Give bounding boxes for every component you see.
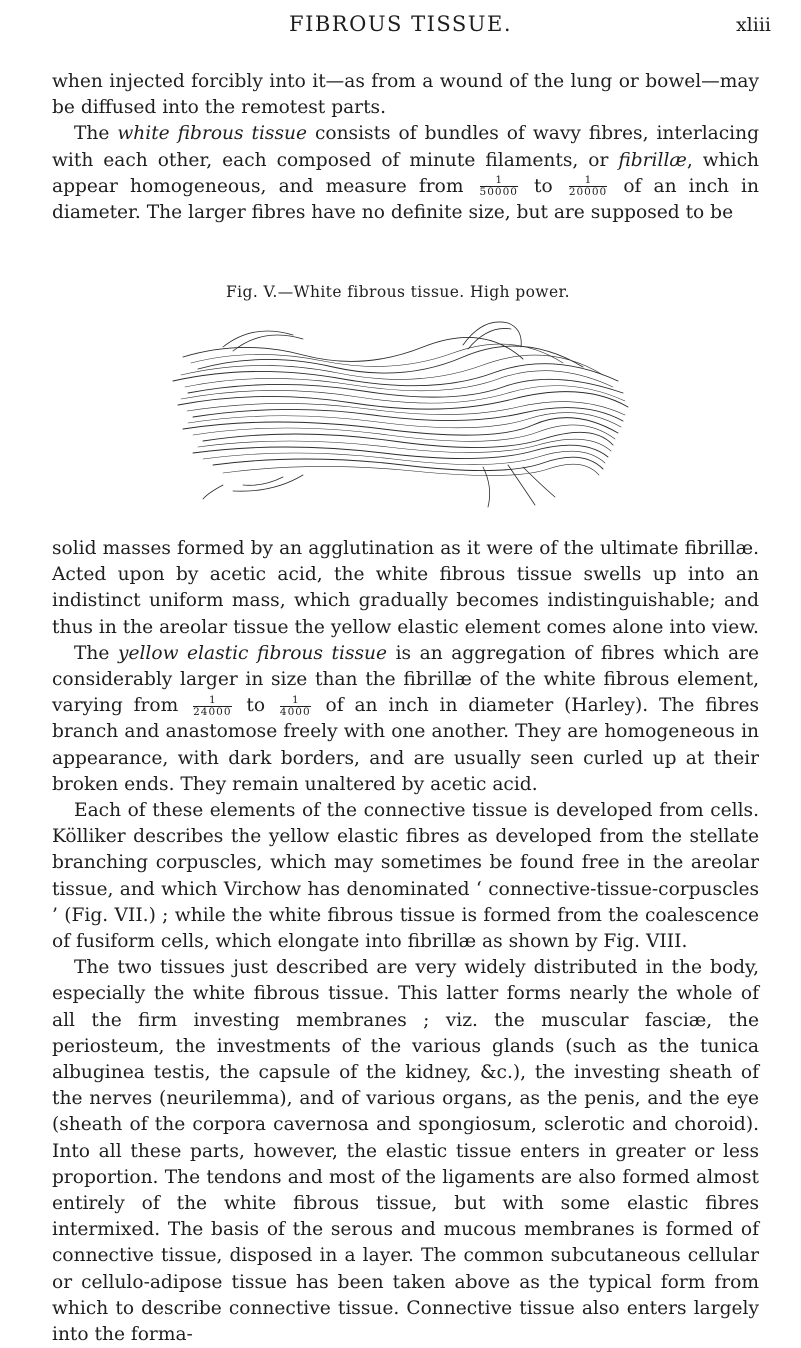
figure-caption: Fig. V.—White fibrous tissue. High power. [226,283,570,301]
text-run: is an aggregation of fibres which are considerably larger in size than the fibrillæ of the white fibrous element, varying from [52,642,759,717]
text-run: The [74,123,118,145]
figure-v [163,283,633,523]
fraction-1-50000 [480,175,518,198]
running-title: FIBROUS TISSUE. [289,12,512,36]
paragraph-distribution [52,955,759,1348]
fraction-numerator: 1 [480,175,518,187]
fraction-1-24000 [193,695,231,718]
fraction-1-4000 [280,695,311,718]
upper-text-block [52,69,759,226]
fraction-1-20000 [569,175,607,198]
fraction-numerator: 1 [569,175,607,187]
text-run: , which appear homogeneous, and measure from [52,149,759,197]
fraction-denominator: 20000 [568,186,608,199]
text-run: to [235,695,276,717]
text-run: of an inch in diameter. The larger fibres have no definite size, but are supposed to be [52,175,759,224]
fraction-denominator: 24000 [193,705,232,718]
term-fibrillae: fibrillæ [618,149,687,171]
paragraph-text: Each of these elements of the connective tissue is developed from cells. Kölliker describes the yellow elastic fibres as developed from the stellate branching corpuscles, which may sometimes be found free in the areolar tissue, and which Virchow has denominated ‘ connective-tissue-corpuscles ’ (Fig. VII.) ; while the white fibrous tissue is formed from the coalescence of fusiform cells, which elongate into fibrillæ as shown by Fig. VIII. [52,800,759,953]
text-run: of an inch in diameter (Harley). The fibres branch and anastomose freely with one another. They are homogeneous in appearance, with dark borders, and are usually seen curled up at their broken ends. They remain unaltered by acetic acid. [52,695,759,795]
paragraph-text: when injected forcibly into it—as from a wound of the lung or bowel—may be diffused into the remotest parts. [52,71,759,119]
paragraph-text: solid masses formed by an agglutination as it were of the ultimate fibrillæ. Acted upon by acetic acid, the white fibrous tissue swells up into an indistinct uniform mass, which gradually becomes indistinguishable; and thus in the areolar tissue the yellow elastic element comes alone into view. [52,538,759,638]
paragraph-text: The two tissues just described are very widely distributed in the body, especially the white fibrous tissue. This latter forms nearly the whole of all the firm investing membranes ; viz. the muscular fasciæ, the periosteum, the investments of the various glands (such as the tunica albuginea testis, the capsule of the kidney, &c.), the investing sheath of the nerves (neurilemma), and of various organs, as the penis, and the eye (sheath of the corpora cavernosa and spongiosum, sclerotic and choroid). Into all these parts, however, the elastic tissue enters in greater or less proportion. The tendons and most of the ligaments are also formed almost entirely of the white fibrous tissue, but with some elastic fibres intermixed. The basis of the serous and mucous membranes is formed of connective tissue, disposed in a layer. The common subcutaneous cellular or cellulo-adipose tissue has been taken above as the typical form from which to describe connective tissue. Connective tissue also enters largely into the forma- [52,957,759,1346]
lower-text-block [52,536,759,1348]
term-white-fibrous-tissue: white fibrous tissue [117,123,307,145]
text-run: to [521,175,565,197]
text-run: consists of bundles of wavy fibres, interlacing with each other, each composed of minute filaments, or [52,123,759,171]
fraction-numerator: 1 [280,695,311,707]
fraction-denominator: 4000 [279,705,311,718]
paragraph-continuation [52,69,759,121]
term-yellow-elastic-fibrous-tissue: yellow elastic fibrous tissue [117,642,388,664]
text-run: The [74,642,118,664]
fraction-numerator: 1 [193,695,231,707]
paragraph-white-fibrous-tissue [52,121,759,226]
page-number: xliii [735,14,771,36]
fraction-denominator: 50000 [479,186,518,199]
page-header [0,12,801,42]
paragraph-yellow-elastic-tissue [52,641,759,798]
paragraph-development-from-cells [52,798,759,955]
paragraph-solid-masses [52,536,759,641]
fibrous-tissue-illustration [163,317,633,517]
